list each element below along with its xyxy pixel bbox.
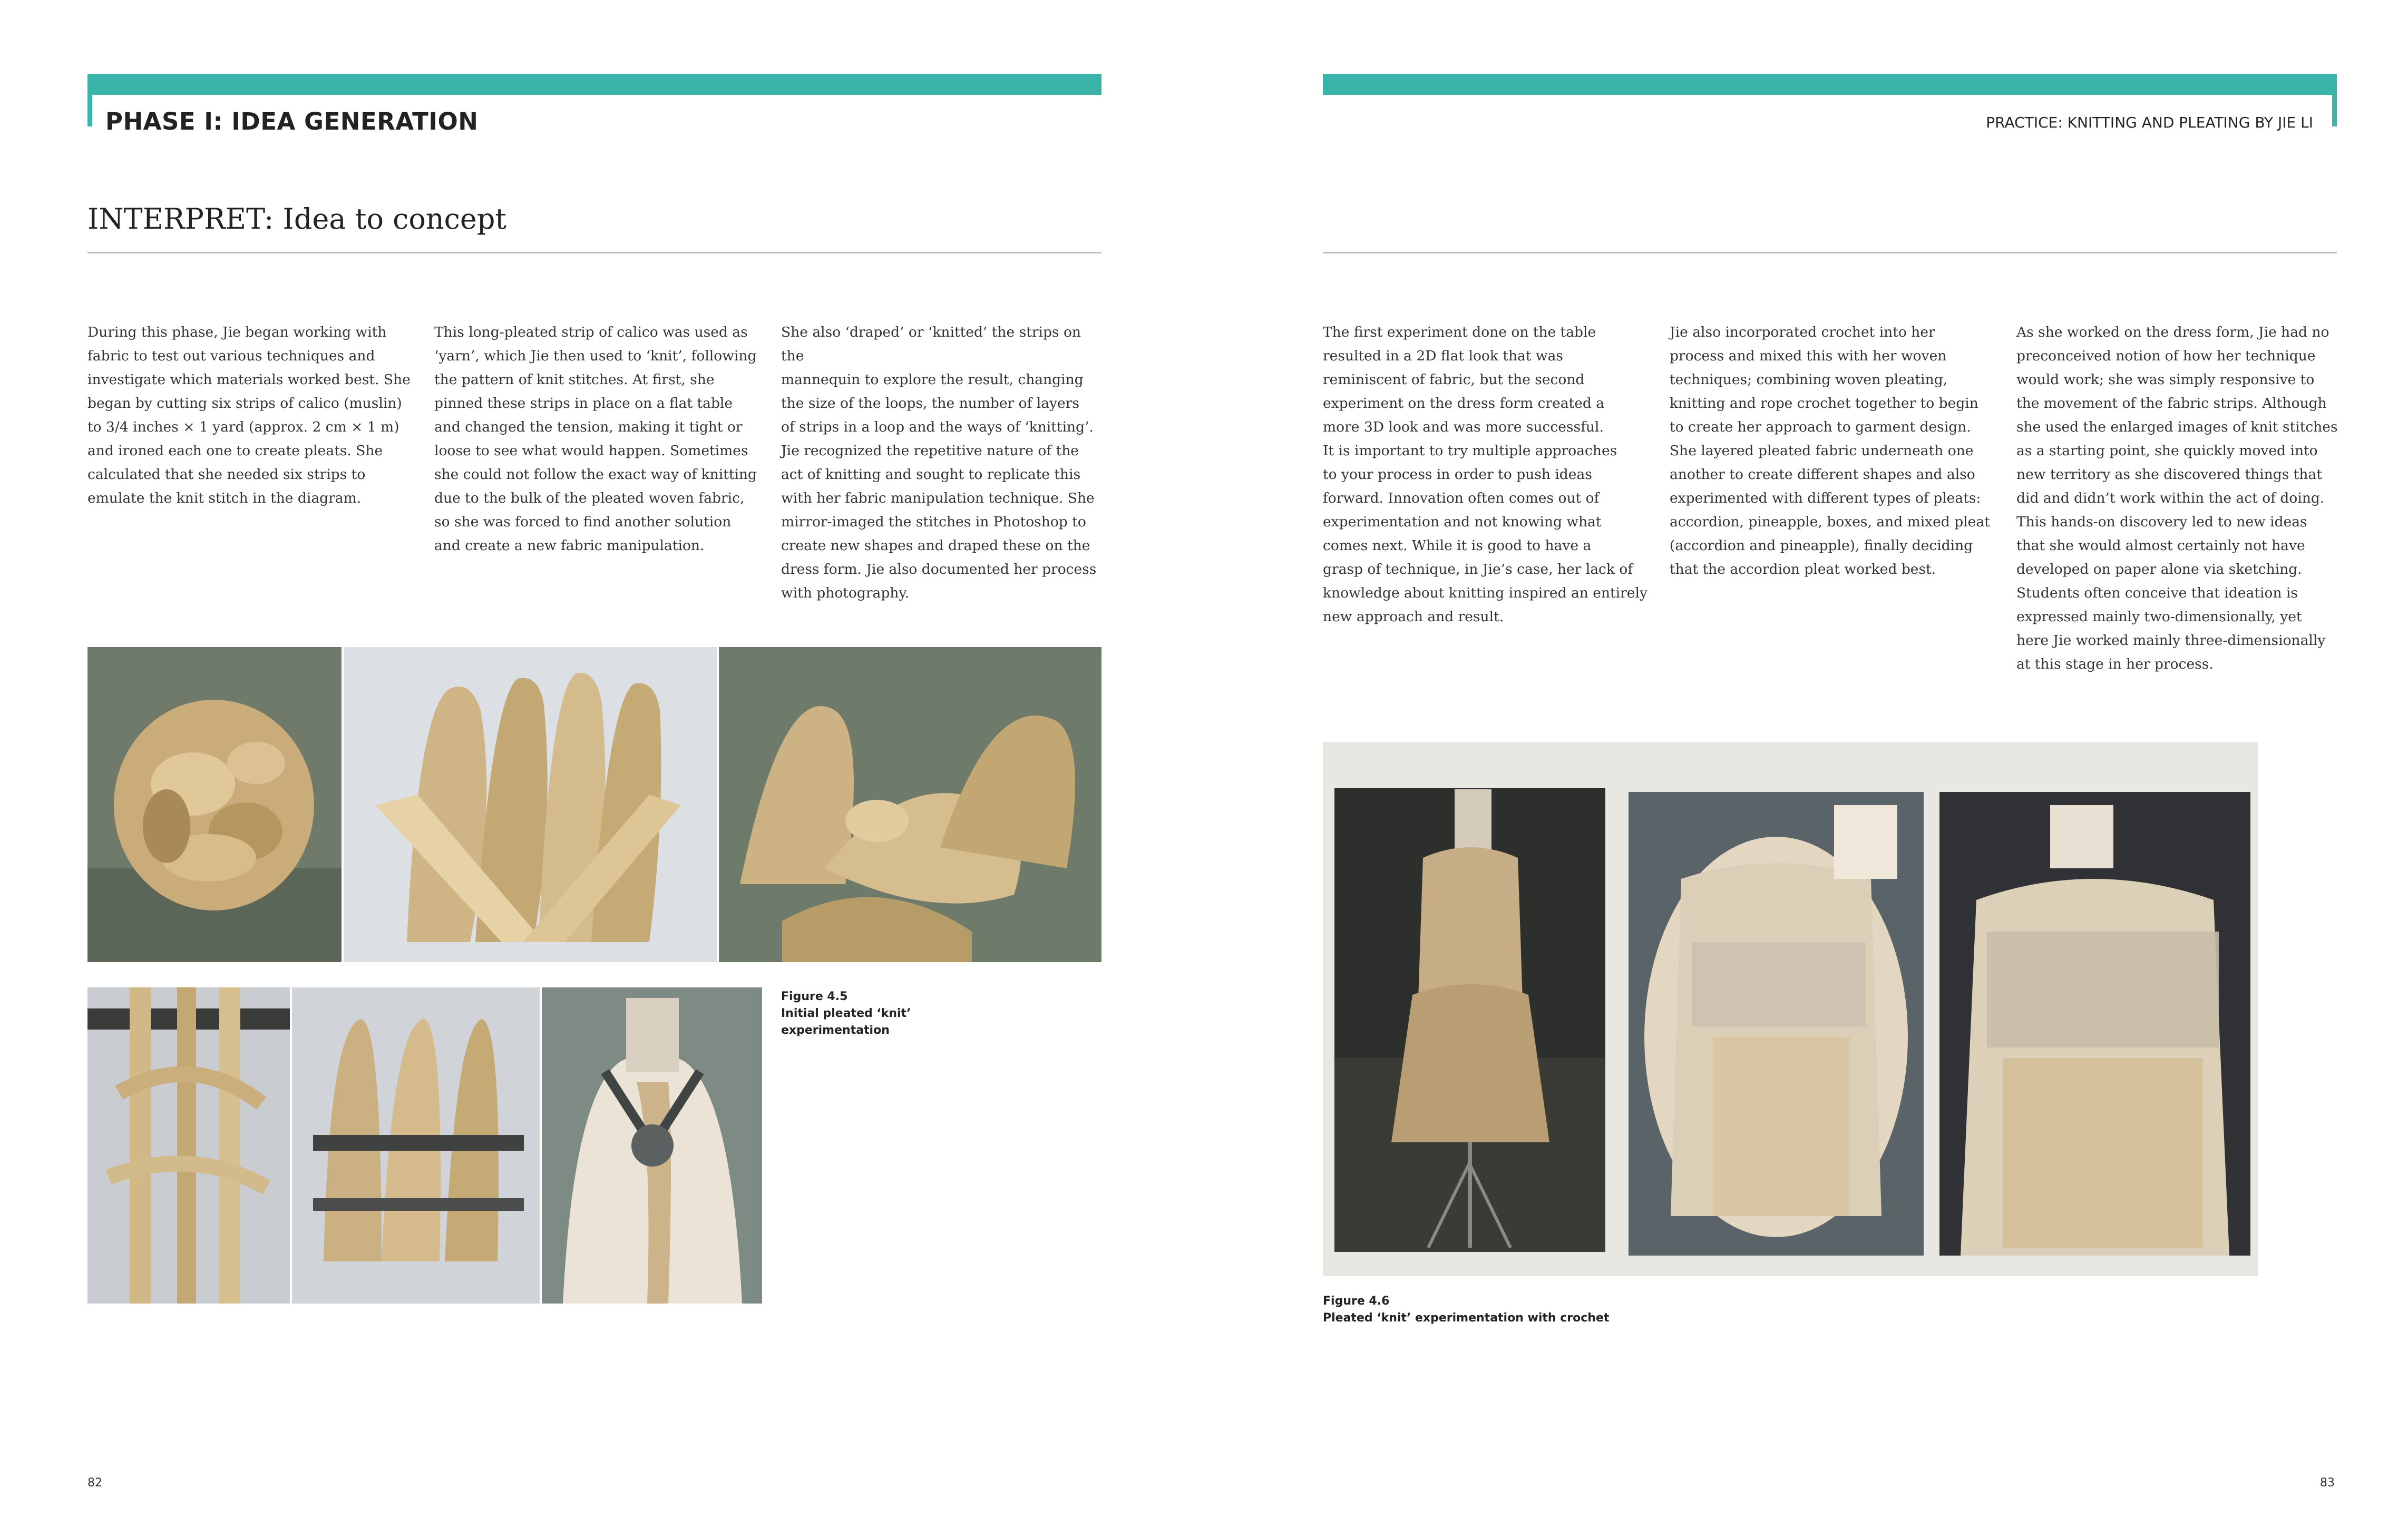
photo-strips-dark xyxy=(87,987,290,1304)
figure-number: Figure 4.6 xyxy=(1323,1295,1390,1308)
body-column-3: As she worked on the dress form, Jie had no preconceived notion of how her technique would work; she was simply responsive to the movement of the fabric strips. Although she used the enlarged images of knit stitches as a starting point, she quickly moved into new territory as she discovered things that did and didn’t work within the act of doing. This hands-on discovery led to new ideas that she would almost certainly not have developed on paper alone via sketching. Students often conceive that ideation is expressed mainly two-dimensionally, yet here Jie worked mainly three-dimensionally at this stage in her process. xyxy=(2016,324,2338,672)
right-page xyxy=(1204,0,2408,1538)
figure-caption-line-2: experimentation xyxy=(781,1024,890,1037)
photo-strips-woven xyxy=(292,987,540,1304)
photo-mannequin-braid xyxy=(542,987,762,1304)
section-title: PHASE I: IDEA GENERATION xyxy=(105,107,479,135)
body-column-1: The first experiment done on the table resulted in a 2D flat look that was reminiscent of fabric, but the second experiment on the dress form created a more 3D look and was more successful. It is important to try multiple approaches to your process in order to push ideas forward. Innovation often comes out of experimentation and not knowing what comes next. While it is good to have a grasp of technique, in Jie’s case, her lack of knowledge about knitting inspired an entirely new approach and result. xyxy=(1323,324,1647,625)
figure-caption-line-1: Pleated ‘knit’ experimentation with crochet xyxy=(1323,1311,1610,1325)
page-number: 83 xyxy=(2320,1476,2335,1490)
photo-crochet-board xyxy=(1323,742,2258,1276)
body-column-2: This long-pleated strip of calico was used as ‘yarn’, which Jie then used to ‘knit’, following the pattern of knit stitches. At first, she pinned these strips in place on a flat table and changed the tension, making it tight or loose to see what would happen. Sometimes she could not follow the exact way of knitting due to the bulk of the pleated woven fabric, so she was forced to find another solution and create a new fabric manipulation. xyxy=(434,324,757,554)
running-head: PRACTICE: KNITTING AND PLEATING BY JIE LI xyxy=(1986,114,2313,131)
photo-pleated-knot xyxy=(87,647,342,962)
body-column-3: She also ‘draped’ or ‘knitted’ the strips on the mannequin to explore the result, changing the size of the loops, the number of layers of strips in a loop and the ways of ‘knitting’. Jie recognized the repetitive nature of the act of knitting and sought to replicate this with her fabric manipulation technique. She mirror-imaged the stitches in Photoshop to create new shapes and draped these on the dress form. Jie also documented her process with photography. xyxy=(781,324,1097,601)
page-number: 82 xyxy=(87,1476,102,1490)
photo-pleated-tangle xyxy=(719,647,1101,962)
body-column-1: During this phase, Jie began working with fabric to test out various techniques and investigate which materials worked best. She began by cutting six strips of calico (muslin) to 3/4 inches × 1 yard (approx. 2 cm × 1 m) and ironed each one to create pleats. She calculated that she needed six strips to emulate the knit stitch in the diagram. xyxy=(87,324,411,506)
photo-pleated-loops xyxy=(344,647,717,962)
figure-caption-4-6 xyxy=(1323,1293,1609,1327)
header-rule xyxy=(1323,252,2337,253)
page-heading: INTERPRET: Idea to concept xyxy=(87,202,507,236)
figure-caption-4-5 xyxy=(781,988,911,1039)
figure-number: Figure 4.5 xyxy=(781,990,848,1003)
figure-caption-line-1: Initial pleated ‘knit’ xyxy=(781,1007,911,1020)
header-accent-bar xyxy=(1323,74,2337,95)
heading-rule xyxy=(87,252,1101,253)
body-column-2: Jie also incorporated crochet into her process and mixed this with her woven techniques; combining woven pleating, knitting and rope crochet together to begin to create her approach to garment design. She layered pleated fabric underneath one another to create different shapes and also experimented with different types of pleats: accordion, pineapple, boxes, and mixed pleat (accordion and pineapple), finally deciding that the accordion pleat worked best. xyxy=(1670,324,1990,577)
header-accent-tick xyxy=(2332,94,2337,126)
header-accent-tick xyxy=(87,94,92,126)
header-accent-bar xyxy=(87,74,1101,95)
